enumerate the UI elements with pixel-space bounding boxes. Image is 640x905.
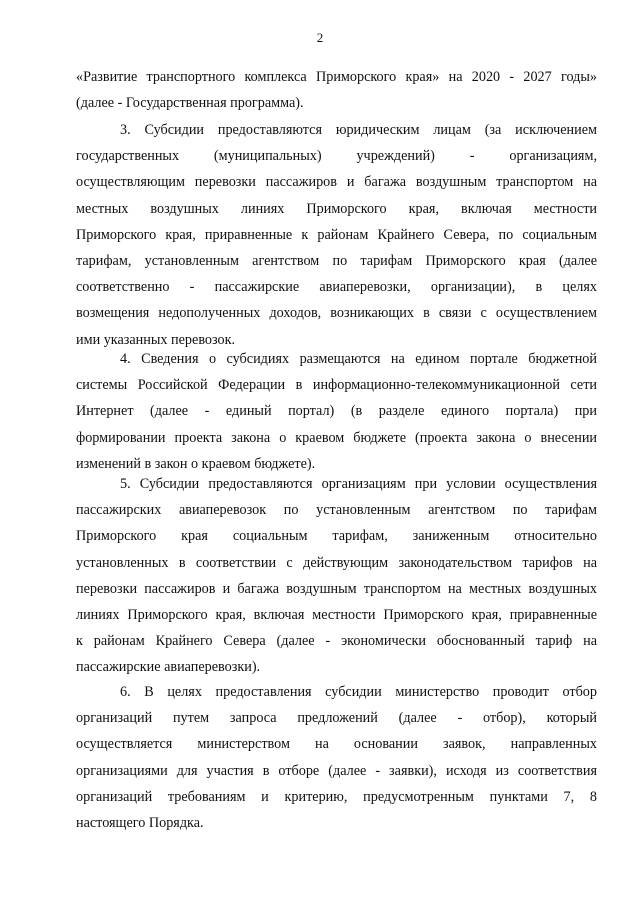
- text-line: линиях Приморского края, включая местности Приморского края, приравненные: [76, 607, 597, 624]
- text-line: 5. Субсидии предоставляются организациям при условии осуществления: [120, 476, 597, 492]
- paragraph-item-6: [76, 679, 597, 836]
- text-line: возмещения недополученных доходов, возникающих в связи с осуществлением: [76, 305, 597, 322]
- paragraph-item-4: [76, 346, 597, 477]
- text-line: пассажирских авиаперевозок по установленным агентством по тарифам: [76, 502, 597, 519]
- paragraph-program-name: [76, 64, 597, 116]
- text-line: организациями для участия в отборе (далее - заявки), исходя из соответствия: [76, 762, 597, 779]
- text-line: осуществляется министерством на основании заявок, направленных: [76, 736, 597, 753]
- text-line: тарифам, установленным агентством по тарифам Приморского края (далее: [76, 253, 597, 270]
- text-line: формировании проекта закона о краевом бюджете (проекта закона о внесении: [76, 429, 597, 446]
- text-line: местных воздушных линиях Приморского края, включая местности: [76, 200, 597, 217]
- paragraph-item-5: [76, 471, 597, 681]
- text-line: организаций требованиям и критерию, предусмотренным пунктами 7, 8: [76, 788, 597, 805]
- text-line: перевозки пассажиров и багажа воздушным транспортом на местных воздушных: [76, 580, 597, 597]
- text-line: соответственно - пассажирские авиаперевозки, организации), в целях: [76, 279, 597, 296]
- text-line: Приморского края, приравненные к районам Крайнего Севера, по социальным: [76, 226, 597, 243]
- text-line: системы Российской Федерации в информационно-телекоммуникационной сети: [76, 377, 597, 394]
- text-line: 3. Субсидии предоставляются юридическим лицам (за исключением: [120, 122, 597, 138]
- text-line: пассажирские авиаперевозки).: [76, 659, 261, 676]
- text-line: изменений в закон о краевом бюджете).: [76, 455, 316, 472]
- text-line: «Развитие транспортного комплекса Приморского края» на 2020 - 2027 годы»: [76, 69, 597, 85]
- text-line: осуществляющим перевозки пассажиров и багажа воздушным транспортом на: [76, 174, 597, 191]
- text-line: 4. Сведения о субсидиях размещаются на едином портале бюджетной: [120, 351, 597, 367]
- text-line: 6. В целях предоставления субсидии министерство проводит отбор: [120, 684, 597, 700]
- text-line: (далее - Государственная программа).: [76, 95, 304, 112]
- text-line: организаций путем запроса предложений (далее - отбор), который: [76, 710, 597, 727]
- text-line: Интернет (далее - единый портал) (в разделе единого портала) при: [76, 403, 597, 420]
- text-line: ими указанных перевозок.: [76, 331, 236, 348]
- paragraph-item-3: [76, 117, 597, 353]
- text-line: установленных в соответствии с действующим законодательством тарифов на: [76, 554, 597, 571]
- text-line: настоящего Порядка.: [76, 815, 204, 832]
- page-number: 2: [316, 30, 324, 45]
- text-line: государственных (муниципальных) учреждений) - организациям,: [76, 148, 597, 165]
- text-line: к районам Крайнего Севера (далее - экономически обоснованный тариф на: [76, 633, 597, 650]
- text-line: Приморского края социальным тарифам, заниженным относительно: [76, 528, 597, 545]
